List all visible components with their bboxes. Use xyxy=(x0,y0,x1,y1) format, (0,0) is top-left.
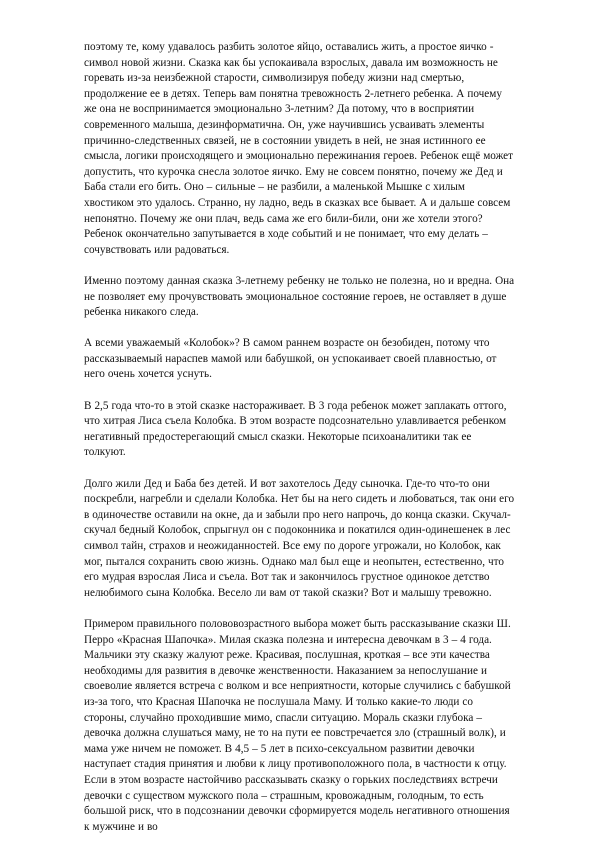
paragraph-red-riding-hood: Примером правильного полововозрастного выбора может быть рассказывание сказки Ш. Перро «Красная Шапочка». Милая сказка полезна и интересна девочкам в 3 – 4 года. Мальчики эту сказку жалуют реже. Красивая, послушная, кроткая – все эти качества необходимы для развития в девочке женственности. Наказанием за непослушание и своеволие является встреча с волком и все неприятности, которые случились с бабушкой из-за того, что Красная Шапочка не послушала Маму. И только какие-то люди со стороны, случайно проходившие мимо, спасли ситуацию. Мораль сказки глубока – девочка должна слушаться маму, не то на пути ее повстречается зло (страшный волк), и мама уже ничем не поможет. В 4,5 – 5 лет в психо-сексуальном развитии девочки наступает стадия принятия и любви к лицу противоположного пола, в частности к отцу. Если в этом возрасте настойчиво рассказывать сказку о горьких последствиях встречи девочки с существом мужского пола – страшным, кровожадным, голодным, то есть большой риск, что в подсознании девочки сформируется модель негативного отношения к мужчине и во xyxy=(84,617,511,833)
paragraph-kurochka-ryaba-analysis: поэтому те, кому удавалось разбить золотое яйцо, оставались жить, а простое яичко - символ новой жизни. Сказка как бы успокаивала взрослых, давала им возможность не горевать из-за неизбежной старости, символизируя победу жизни над смертью, продолжение ее в детях. Теперь вам понятна тревожность 2-летнего ребенка. А почему же она не воспринимается эмоционально 3-летним? Да потому, что в восприятии современного малыша, дезинформатична. Он, уже научившись усваивать элементы причинно-следственных связей, не в состоянии увидеть в ней, не зная истинного ее смысла, логики происходящего и эмоционально пережинания героев. Ребенок ещё может допустить, что курочка снесла золотое яичко. Ему не совсем понятно, почему же Дед и Баба стали его бить. Оно – сильные – не разбили, а маленькой Мышке с хилым хвостиком это удалось. Странно, ну ладно, ведь в сказках все бывает. А и дальше совсем непонятно. Почему же они плач, ведь сама же его били-били, они же хотели этого? Ребенок окончательно запутывается в ходе событий и не понимает, что ему делать – сочувствовать или радоваться. xyxy=(84,41,514,256)
paragraph-kolobok-psychoanalysis: Долго жили Дед и Баба без детей. И вот захотелось Деду сыночка. Где-то что-то они поскребли, нагребли и сделали Колобка. Нет бы на него сидеть и любоваться, так они его в одиночестве оставили на окне, да и забыли про него напрочь, до конца сказки. Скучал-скучал бедный Колобок, спрыгнул он с подоконника и покатился один-одинешенек в лес символ тайн, страхов и неожиданностей. Все ему по дороге угрожали, но Колобок, как мог, пытался сохранить свою жизнь. Однако мал был еще и неопытен, естественно, что его мудрая взрослая Лиса и съела. Вот так и закончилось грустное одинокое детство нелюбимого сына Колобка. Весело ли вам от такой сказки? Вот и малышу тревожно. xyxy=(84,477,515,599)
paragraph-harm-conclusion: Именно поэтому данная сказка 3-летнему ребенку не только не полезна, но и вредна. Она не позволяет ему прочувствовать эмоциональное состояние героев, не оставляет в душе ребенка никакого следа. xyxy=(84,274,515,319)
paragraph-kolobok-intro: А всеми уважаемый «Колобок»? В самом раннем возрасте он безобиден, потому что рассказываемый нараспев мамой или бабушкой, он успокаивает своей плавностью, от него очень хочется уснуть. xyxy=(84,337,497,381)
document-body xyxy=(84,40,516,835)
paragraph-kolobok-age-reaction: В 2,5 года что-то в этой сказке настораживает. В 3 года ребенок может заплакать оттого, что хитрая Лиса съела Колобка. В этом возрасте подсознательно улавливается ребенком негативный предостерегающий смысл сказки. Некоторые психоаналитики так ее толкуют. xyxy=(84,399,507,459)
